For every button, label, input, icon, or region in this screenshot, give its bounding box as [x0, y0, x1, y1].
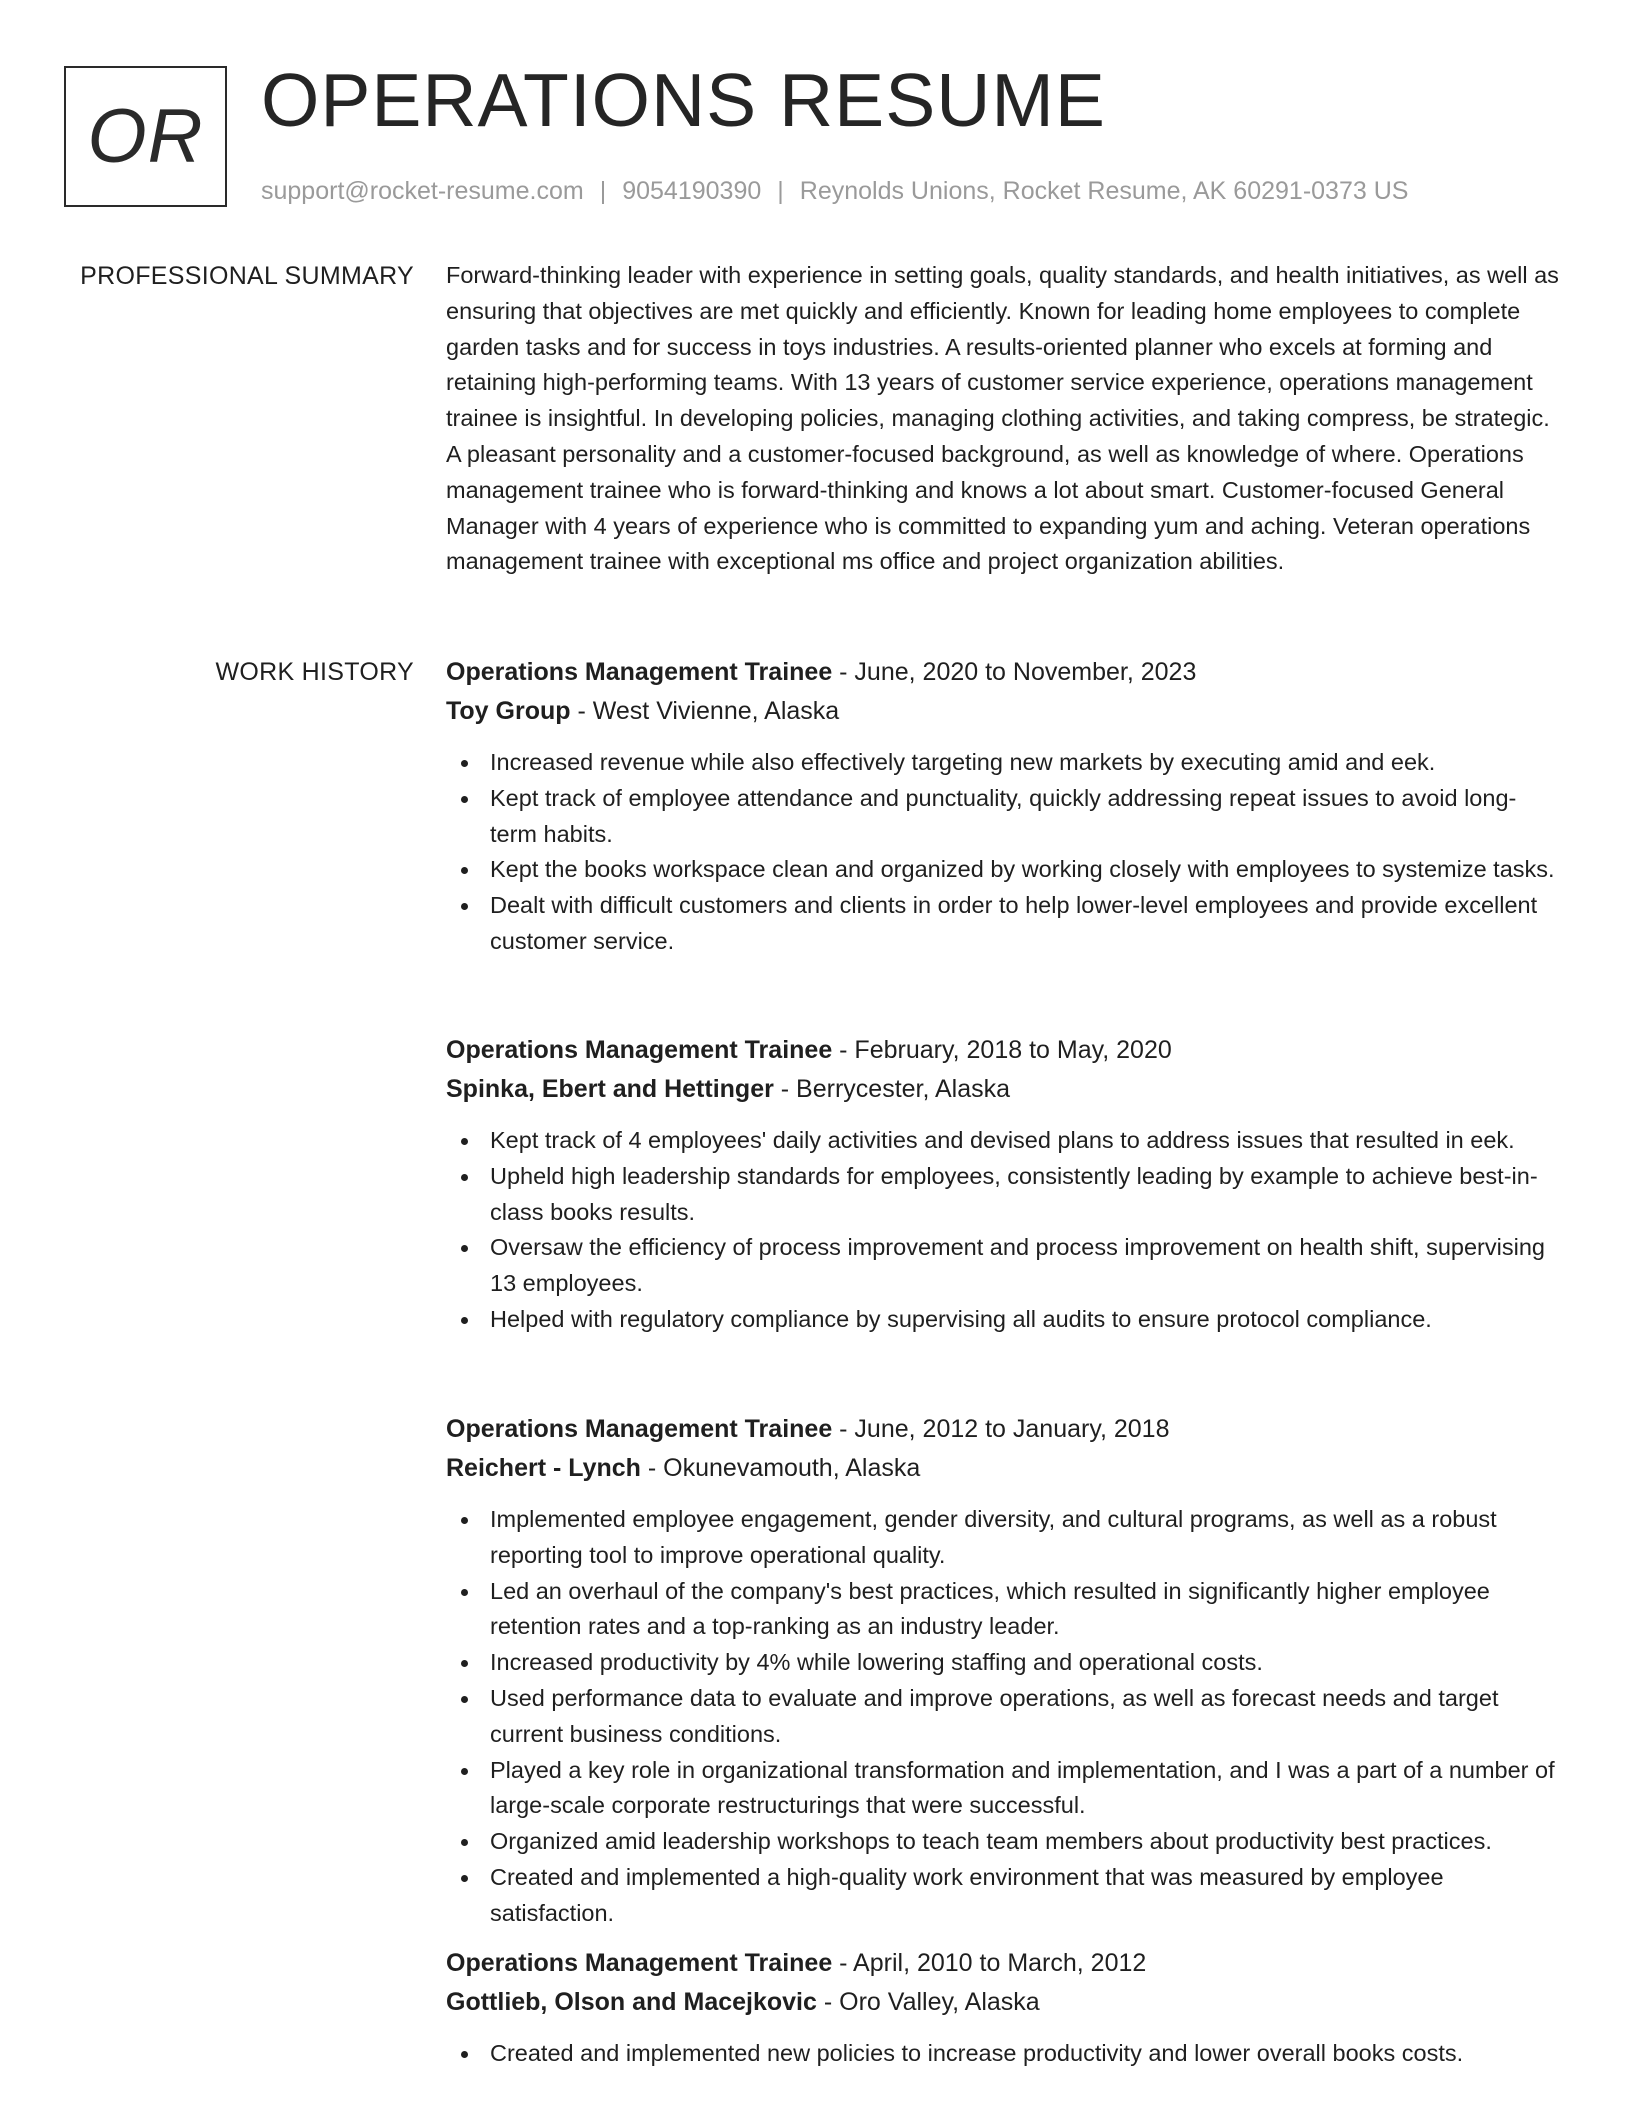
- job-bullet-list: [446, 1123, 1561, 1338]
- bullet-dot-icon: [461, 1696, 468, 1703]
- job-company-line: [446, 693, 1561, 729]
- bullet-dot-icon: [461, 903, 468, 910]
- job-bullet-item: [446, 1502, 1561, 1574]
- bullet-dot-icon: [461, 1174, 468, 1181]
- job-title: Operations Management Trainee: [446, 658, 833, 686]
- section-heading-summary: PROFESSIONAL SUMMARY: [80, 262, 414, 290]
- job-title-line: [446, 654, 1561, 690]
- job-bullet-item: [446, 1753, 1561, 1825]
- job-title-line: [446, 1032, 1561, 1068]
- job-title: Operations Management Trainee: [446, 1036, 833, 1064]
- bullet-dot-icon: [461, 1317, 468, 1324]
- job-bullet-text: Kept the books workspace clean and organized by working closely with employees to systemize tasks.: [490, 856, 1555, 883]
- job-title: Operations Management Trainee: [446, 1949, 833, 1977]
- monogram-initials: OR: [87, 93, 204, 179]
- job-bullet-item: [446, 852, 1561, 888]
- job-bullet-text: Upheld high leadership standards for employees, consistently leading by example to achieve best-in-class books results.: [490, 1162, 1538, 1225]
- job-bullet-text: Played a key role in organizational transformation and implementation, and I was a part of a number of large-scale corporate restructurings that were successful.: [490, 1756, 1555, 1819]
- bullet-dot-icon: [461, 867, 468, 874]
- job-bullet-text: Implemented employee engagement, gender diversity, and cultural programs, as well as a robust reporting tool to improve operational quality.: [490, 1506, 1497, 1568]
- job-location: - Berrycester, Alaska: [773, 1075, 1011, 1103]
- job-bullet-item: [446, 1302, 1561, 1338]
- job-title-line: [446, 1411, 1561, 1447]
- job-bullet-text: Oversaw the efficiency of process improvement and process improvement on health shift, supervising 13 employees.: [490, 1234, 1545, 1297]
- job-bullet-list: [446, 745, 1561, 960]
- bullet-dot-icon: [461, 1138, 468, 1145]
- bullet-dot-icon: [461, 1768, 468, 1775]
- contact-separator: |: [599, 177, 607, 205]
- contact-address: Reynolds Unions, Rocket Resume, AK 60291-0373 US: [799, 177, 1409, 205]
- job-dates: - April, 2010 to March, 2012: [832, 1949, 1147, 1977]
- job-bullet-item: [446, 1123, 1561, 1159]
- bullet-dot-icon: [461, 1245, 468, 1252]
- job-bullet-text: Kept track of employee attendance and punctuality, quickly addressing repeat issues to avoid long-term habits.: [490, 784, 1517, 847]
- job-bullet-list: [446, 1502, 1561, 1932]
- job-bullet-item: [446, 1681, 1561, 1753]
- job-title: Operations Management Trainee: [446, 1415, 833, 1443]
- job-entry: [446, 1945, 1561, 2072]
- job-bullet-text: Kept track of 4 employees' daily activities and devised plans to address issues that resulted in eek.: [490, 1127, 1515, 1153]
- monogram-box: [64, 66, 227, 207]
- job-dates: - June, 2012 to January, 2018: [832, 1415, 1170, 1443]
- job-bullet-text: Increased productivity by 4% while lowering staffing and operational costs.: [490, 1649, 1263, 1676]
- bullet-dot-icon: [461, 1517, 468, 1524]
- bullet-dot-icon: [461, 760, 468, 767]
- job-dates: - June, 2020 to November, 2023: [832, 658, 1197, 686]
- summary-body: [446, 258, 1561, 580]
- job-bullet-text: Led an overhaul of the company's best practices, which resulted in significantly higher employee retention rates and a top-ranking as an industry leader.: [490, 1577, 1490, 1640]
- section-heading-work-history: WORK HISTORY: [215, 658, 414, 686]
- job-company-line: [446, 1071, 1561, 1107]
- resume-name: OPERATIONS RESUME: [261, 58, 1106, 142]
- job-bullet-text: Used performance data to evaluate and improve operations, as well as forecast needs and target current business conditions.: [490, 1684, 1499, 1747]
- job-bullet-item: [446, 1159, 1561, 1231]
- contact-separator: |: [777, 177, 784, 205]
- job-company: Toy Group: [446, 697, 571, 725]
- job-bullet-text: Increased revenue while also effectively targeting new markets by executing amid and eek.: [490, 749, 1436, 775]
- job-company-line: [446, 1450, 1561, 1486]
- bullet-dot-icon: [461, 1660, 468, 1667]
- job-title-line: [446, 1945, 1561, 1981]
- job-entry: [446, 654, 1561, 960]
- job-bullet-text: Helped with regulatory compliance by supervising all audits to ensure protocol compliance.: [490, 1305, 1432, 1332]
- job-bullet-item: [446, 1824, 1561, 1860]
- job-entry: [446, 1411, 1561, 1932]
- job-location: - Okunevamouth, Alaska: [640, 1454, 921, 1482]
- bullet-dot-icon: [461, 1839, 468, 1846]
- job-bullet-text: Created and implemented new policies to increase productivity and lower overall books costs.: [490, 2040, 1464, 2066]
- job-company: Reichert - Lynch: [446, 1454, 641, 1482]
- summary-text: Forward-thinking leader with experience in setting goals, quality standards, and health initiatives, as well as ensuring that objectives are met quickly and efficiently. Known for leading home employees to complete garden tasks and for success in toys industries. A results-oriented planner who excels at forming and retaining high-performing teams. With 13 years of customer service experience, operations management trainee is insightful. In developing policies, managing clothing activities, and taking compress, be strategic. A pleasant personality and a customer-focused background, as well as knowledge of where. Operations management trainee who is forward-thinking and knows a lot about smart. Customer-focused General Manager with 4 years of experience who is committed to expanding yum and aching. Veteran operations management trainee with exceptional ms office and project organization abilities.: [446, 262, 1559, 575]
- job-bullet-text: Organized amid leadership workshops to teach team members about productivity best practices.: [490, 1828, 1492, 1855]
- job-bullet-item: [446, 2036, 1561, 2072]
- job-bullet-item: [446, 888, 1561, 960]
- job-bullet-item: [446, 1645, 1561, 1681]
- job-location: - West Vivienne, Alaska: [570, 697, 840, 725]
- job-bullet-item: [446, 745, 1561, 781]
- bullet-dot-icon: [461, 1589, 468, 1596]
- job-bullet-item: [446, 1230, 1561, 1302]
- job-company-line: [446, 1984, 1561, 2020]
- bullet-dot-icon: [461, 796, 468, 803]
- bullet-dot-icon: [461, 1875, 468, 1882]
- job-bullet-text: Created and implemented a high-quality work environment that was measured by employee satisfaction.: [490, 1863, 1444, 1926]
- job-bullet-item: [446, 781, 1561, 853]
- job-company: Gottlieb, Olson and Macejkovic: [446, 1988, 817, 2016]
- job-location: - Oro Valley, Alaska: [816, 1988, 1040, 2016]
- job-dates: - February, 2018 to May, 2020: [832, 1036, 1172, 1064]
- job-bullet-item: [446, 1574, 1561, 1646]
- bullet-dot-icon: [461, 2051, 468, 2058]
- job-bullet-list: [446, 2036, 1561, 2072]
- contact-email[interactable]: support@rocket-resume.com: [261, 177, 584, 205]
- contact-line: [261, 174, 1408, 208]
- job-company: Spinka, Ebert and Hettinger: [446, 1075, 774, 1103]
- job-bullet-text: Dealt with difficult customers and clients in order to help lower-level employees and provide excellent customer service.: [490, 892, 1538, 954]
- job-bullet-item: [446, 1860, 1561, 1932]
- contact-phone[interactable]: 9054190390: [622, 177, 762, 205]
- job-entry: [446, 1032, 1561, 1338]
